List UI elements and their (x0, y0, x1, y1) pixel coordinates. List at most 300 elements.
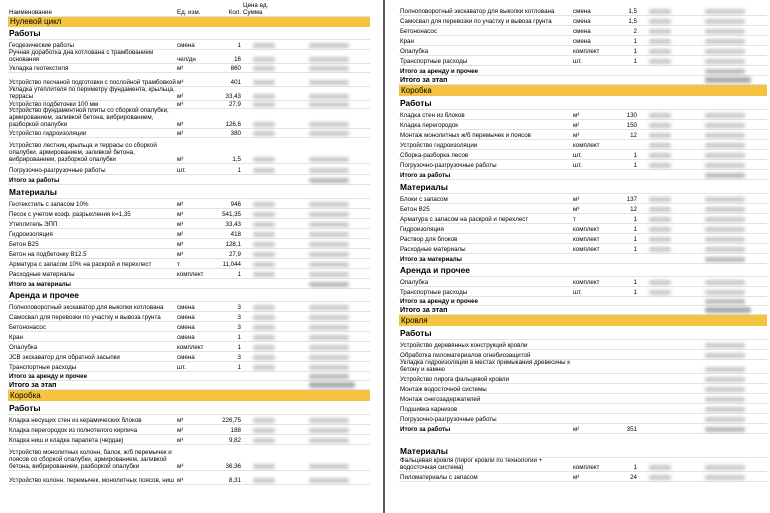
row-sum-redacted (683, 112, 767, 119)
group-title: Материалы (9, 187, 57, 197)
table-row (399, 110, 767, 120)
row-unit: м² (573, 122, 580, 129)
row-unit: м² (177, 130, 184, 137)
row-unit: м³ (573, 196, 580, 203)
row-sum-redacted (683, 352, 767, 359)
table-row (399, 160, 767, 170)
table-row (8, 73, 370, 87)
row-sum-redacted (287, 427, 370, 434)
row-unit: т (177, 261, 180, 268)
table-row (399, 277, 767, 287)
table-row (8, 352, 370, 362)
table-row (8, 435, 370, 445)
row-sum-redacted (683, 464, 767, 471)
row-sum-redacted (287, 463, 370, 470)
row-name: Устройство деревянных конструкций кровли (400, 342, 528, 349)
table-row (399, 458, 767, 472)
group-row (399, 96, 767, 110)
row-sum-redacted (683, 216, 767, 223)
row-name: Итого за материалы (400, 256, 462, 263)
row-qty: 1 (633, 226, 637, 233)
row-price-redacted (639, 236, 683, 243)
row-name: Укладка геотекстиля (9, 65, 69, 72)
page-divider (373, 0, 397, 513)
row-qty: 33,43 (225, 93, 241, 100)
row-name: Опалубка (400, 48, 429, 55)
group-row (8, 401, 370, 415)
row-qty: 27,9 (228, 251, 241, 258)
stage-row (399, 306, 767, 315)
row-name: Устройство песчаной подготовки с послойной трамбовкой (9, 79, 176, 86)
row-sum-redacted (287, 42, 370, 49)
header-unit: Ед. изм. (177, 9, 201, 16)
row-sum-redacted (287, 324, 370, 331)
row-unit: шт. (573, 152, 582, 159)
row-qty: 1,5 (628, 18, 637, 25)
row-sum-redacted (683, 122, 767, 129)
row-name: Монтаж монолитных ж/б перемычек и поясов (400, 132, 531, 139)
estimate-table-left (8, 2, 370, 485)
row-sum-redacted (683, 474, 767, 481)
row-price-redacted (243, 101, 287, 108)
row-unit: шт. (573, 289, 582, 296)
header-name: Наименование (9, 9, 52, 16)
row-sum-redacted (683, 196, 767, 203)
row-sum-redacted (683, 58, 767, 65)
row-price-redacted (243, 354, 287, 361)
row-unit: комплект (573, 246, 600, 253)
row-name: Устройство пирога фальцевой кровли (400, 376, 509, 383)
row-unit: м³ (177, 156, 184, 163)
row-qty: 12 (630, 132, 637, 139)
row-price-redacted (639, 152, 683, 159)
row-sum-redacted (287, 201, 370, 208)
row-unit: м³ (573, 132, 580, 139)
row-name: Итого за работы (400, 426, 451, 433)
row-sum-redacted (683, 132, 767, 139)
row-name: Подшивка карнизов (400, 406, 458, 413)
row-qty: 33,43 (225, 221, 241, 228)
row-unit: м³ (177, 251, 184, 258)
row-unit: м³ (177, 241, 184, 248)
table-row (8, 362, 370, 372)
row-price-redacted (243, 463, 287, 470)
row-price-redacted (639, 38, 683, 45)
table-row (399, 244, 767, 254)
row-unit: смена (573, 38, 591, 45)
table-row (8, 302, 370, 312)
row-name: Гидроизоляция (400, 226, 444, 233)
row-unit: м³ (177, 463, 184, 470)
row-name: Устройство гидроизоляции (9, 130, 87, 137)
section-row (399, 85, 767, 96)
row-unit: м³ (177, 79, 184, 86)
stage-row (8, 381, 370, 390)
row-name: Монтаж водосточной системы (400, 386, 487, 393)
row-unit: т (573, 216, 576, 223)
table-row (399, 224, 767, 234)
table-row (399, 287, 767, 297)
row-unit: м² (573, 426, 580, 433)
row-sum-redacted (683, 342, 767, 349)
row-qty: 418 (230, 231, 241, 238)
total-row (8, 279, 370, 289)
row-qty: 1,5 (628, 8, 637, 15)
row-qty: 3 (237, 324, 241, 331)
row-sum-redacted (287, 231, 370, 238)
blank-row (399, 434, 767, 444)
row-sum-redacted (683, 8, 767, 15)
row-name: Гидроизоляция (9, 231, 53, 238)
table-row (399, 6, 767, 16)
row-sum-redacted (683, 68, 767, 75)
row-sum-redacted (683, 28, 767, 35)
group-row (8, 289, 370, 302)
row-name: Расходные материалы (400, 246, 466, 253)
row-sum-redacted (683, 75, 767, 84)
row-name: Итого за аренду и прочее (400, 68, 479, 75)
table-row (8, 138, 370, 164)
row-name: Укладка утеплителя по периметру фундамента, крыльца, террасы (9, 86, 175, 100)
row-sum-redacted (683, 366, 767, 373)
row-name: Транспортные расходы (9, 364, 77, 371)
row-price-redacted (639, 246, 683, 253)
row-qty: 401 (230, 79, 241, 86)
table-row (399, 360, 767, 374)
row-price-redacted (639, 216, 683, 223)
row-price-redacted (243, 79, 287, 86)
row-name: Погрузочно-разгрузочные работы (400, 416, 497, 423)
row-sum-redacted (683, 305, 767, 314)
row-sum-redacted (287, 56, 370, 63)
row-name: Обработка пиломатериалов огнебиозащитой (400, 352, 531, 359)
row-unit: м³ (177, 121, 184, 128)
row-qty: 226,75 (222, 417, 241, 424)
row-sum-redacted (683, 426, 767, 433)
total-row (399, 254, 767, 264)
row-name: Геодезические работы (9, 42, 74, 49)
row-sum-redacted (287, 364, 370, 371)
table-row (399, 150, 767, 160)
row-name: Самосвал для перевозки по участку и вывоза грунта (400, 18, 552, 25)
row-name: Кладка несущих стен из керамических блоков (9, 417, 142, 424)
row-sum-redacted (683, 376, 767, 383)
row-qty: 380 (230, 130, 241, 137)
row-unit: м² (177, 93, 184, 100)
row-name: Полноповоротный экскаватор для выкопки котлована (400, 8, 555, 15)
row-price-redacted (243, 231, 287, 238)
row-name: Арматура с запасом 10% на раскрой и перехлест (9, 261, 152, 268)
row-price-redacted (243, 156, 287, 163)
row-unit: комплект (573, 279, 600, 286)
table-row (8, 425, 370, 435)
row-unit: комплект (177, 271, 204, 278)
row-price-redacted (639, 58, 683, 65)
row-name: Устройство подбетонки 100 мм (9, 101, 99, 108)
section-title: Коробка (10, 391, 41, 400)
row-sum-redacted (683, 386, 767, 393)
row-sum-redacted (287, 221, 370, 228)
row-unit: смена (177, 304, 195, 311)
row-price-redacted (639, 196, 683, 203)
row-qty: 130 (626, 112, 637, 119)
row-price-redacted (243, 477, 287, 484)
group-title: Работы (400, 98, 432, 108)
group-title: Материалы (400, 446, 448, 456)
row-qty: 1 (633, 289, 637, 296)
row-sum-redacted (287, 101, 370, 108)
row-sum-redacted (683, 48, 767, 55)
row-name: Итого за работы (9, 177, 60, 184)
row-sum-redacted (683, 406, 767, 413)
total-row (399, 170, 767, 180)
row-sum-redacted (683, 396, 767, 403)
row-qty: 9,82 (228, 437, 241, 444)
table-row (399, 120, 767, 130)
row-price-redacted (243, 201, 287, 208)
row-name: Итого за этап (400, 305, 448, 314)
row-qty: 541,35 (222, 211, 241, 218)
table-row (8, 50, 370, 64)
table-row (8, 219, 370, 229)
table-row (8, 269, 370, 279)
row-qty: 12 (630, 206, 637, 213)
table-row (8, 332, 370, 342)
group-title: Работы (9, 403, 41, 413)
row-price-redacted (639, 8, 683, 15)
row-sum-redacted (683, 162, 767, 169)
row-unit: комплект (573, 236, 600, 243)
row-name: Устройство гидроизоляции (400, 142, 478, 149)
group-row (8, 185, 370, 199)
row-name: Устройство фундаментной плиты со сборкой опалубки, армированием, заливкой бетона, вибрированием, разборкой опалубки (9, 107, 169, 128)
row-qty: 1 (633, 464, 637, 471)
row-name: Устройство монолитных колонн, балок, ж/б перемычек и поясов со сборкой опалубки, армированием, заливкой бетона, вибрированием, разборкой опалубки (9, 449, 172, 470)
table-row (399, 194, 767, 204)
table-row (399, 414, 767, 424)
row-unit: шт. (177, 364, 186, 371)
row-sum-redacted (287, 251, 370, 258)
row-qty: 16 (234, 56, 241, 63)
row-sum-redacted (287, 344, 370, 351)
group-title: Аренда и прочее (9, 290, 79, 300)
row-qty: 1 (237, 271, 241, 278)
row-sum-redacted (287, 314, 370, 321)
row-unit: м² (177, 65, 184, 72)
table-row (8, 259, 370, 269)
row-sum-redacted (287, 373, 370, 380)
table-row (399, 26, 767, 36)
row-unit: шт. (573, 58, 582, 65)
row-qty: 1 (633, 48, 637, 55)
row-name: Кладка стен из блоков (400, 112, 465, 119)
row-name: Кладка перегородок из полнотелого кирпича (9, 427, 138, 434)
table-row (8, 199, 370, 209)
section-row (399, 315, 767, 326)
row-sum-redacted (683, 289, 767, 296)
table-row (399, 234, 767, 244)
row-sum-redacted (683, 246, 767, 253)
row-qty: 1 (633, 162, 637, 169)
row-sum-redacted (683, 152, 767, 159)
row-sum-redacted (287, 334, 370, 341)
row-qty: 1 (633, 246, 637, 253)
row-sum-redacted (683, 416, 767, 423)
row-unit: комплект (573, 464, 600, 471)
table-row (8, 164, 370, 175)
row-qty: 1 (237, 334, 241, 341)
row-sum-redacted (287, 121, 370, 128)
row-unit: м³ (573, 112, 580, 119)
row-qty: 1 (237, 344, 241, 351)
row-sum-redacted (287, 211, 370, 218)
row-qty: 1 (237, 167, 241, 174)
row-price-redacted (639, 132, 683, 139)
row-qty: 3 (237, 354, 241, 361)
section-title: Нулевой цикл (10, 17, 62, 26)
row-sum-redacted (683, 298, 767, 305)
row-unit: смена (177, 314, 195, 321)
row-price-redacted (243, 42, 287, 49)
row-name: Итого за аренду и прочее (400, 298, 479, 305)
row-qty: 24 (630, 474, 637, 481)
row-qty: 128,1 (225, 241, 241, 248)
table-row (399, 36, 767, 46)
row-name: Бетон на подбетонку В12.5 (9, 251, 87, 258)
table-row (8, 129, 370, 138)
row-name: Кладка перегородок (400, 122, 459, 129)
row-sum-redacted (287, 93, 370, 100)
row-qty: 1 (633, 58, 637, 65)
group-row (399, 180, 767, 194)
row-name: Укладка гидроизоляции в местах примыкания древесины к бетону и камню (400, 359, 570, 373)
row-qty: 150 (626, 122, 637, 129)
row-name: Итого за аренду и прочее (9, 373, 88, 380)
row-sum-redacted (287, 156, 370, 163)
row-name: Сборка-разборка лесов (400, 152, 469, 159)
row-name: Кран (400, 38, 414, 45)
row-name: Бетон В25 (9, 241, 39, 248)
row-name: Итого за этап (400, 75, 448, 84)
table-row (8, 445, 370, 471)
group-row (399, 326, 767, 340)
row-qty: 1 (633, 38, 637, 45)
row-qty: 36,36 (225, 463, 241, 470)
row-name: Опалубка (9, 344, 38, 351)
table-row (399, 340, 767, 350)
row-sum-redacted (683, 18, 767, 25)
row-sum-redacted (287, 241, 370, 248)
table-row (8, 471, 370, 485)
row-sum-redacted (287, 281, 370, 288)
row-unit: м² (177, 427, 184, 434)
row-unit: шт. (177, 167, 186, 174)
row-price-redacted (243, 271, 287, 278)
row-price-redacted (639, 112, 683, 119)
row-name: Бетон В25 (400, 206, 430, 213)
row-price-redacted (639, 122, 683, 129)
table-row (399, 140, 767, 150)
group-title: Работы (400, 328, 432, 338)
row-sum-redacted (287, 477, 370, 484)
row-price-redacted (243, 324, 287, 331)
row-unit: смена (177, 324, 195, 331)
table-row (8, 229, 370, 239)
row-price-redacted (243, 437, 287, 444)
estimate-page-left (0, 0, 373, 513)
row-price-redacted (243, 427, 287, 434)
row-sum-redacted (683, 206, 767, 213)
row-name: Опалубка (400, 279, 429, 286)
row-price-redacted (243, 121, 287, 128)
row-name: Самосвал для перевозки по участку и вывоза грунта (9, 314, 161, 321)
table-row (8, 415, 370, 425)
table-row (399, 404, 767, 414)
row-unit: м³ (573, 206, 580, 213)
row-qty: 126,6 (225, 121, 241, 128)
row-unit: шт. (573, 162, 582, 169)
header-qty: Кол. (228, 9, 241, 16)
row-price-redacted (639, 474, 683, 481)
row-name: Расходные материалы (9, 271, 75, 278)
row-unit: комплект (573, 48, 600, 55)
row-qty: 3 (237, 314, 241, 321)
row-qty: 1 (237, 42, 241, 49)
row-name: Блоки с запасом (400, 196, 448, 203)
section-row (8, 390, 370, 401)
table-row (399, 214, 767, 224)
row-name: Погрузочно-разгрузочные работы (9, 167, 106, 174)
row-name: Ручная доработка дна котлована с трамбованием основания (9, 49, 154, 63)
stage-row (399, 76, 767, 85)
row-sum-redacted (683, 279, 767, 286)
row-price-redacted (243, 304, 287, 311)
row-price-redacted (243, 241, 287, 248)
section-title: Коробка (401, 86, 432, 95)
table-row (8, 109, 370, 129)
table-row (399, 394, 767, 404)
row-name: Устройство колонн, перемычек, монолитных поясов, ниш (9, 477, 175, 484)
row-qty: 1 (237, 364, 241, 371)
row-sum-redacted (683, 236, 767, 243)
row-qty: 1,5 (232, 156, 241, 163)
total-row (8, 175, 370, 185)
row-unit: м³ (177, 437, 184, 444)
row-qty: 946 (230, 201, 241, 208)
row-name: Полноповоротный экскаватор для выкопки котлована (9, 304, 164, 311)
row-qty: 1 (633, 236, 637, 243)
row-qty: 137 (626, 196, 637, 203)
row-sum-redacted (683, 172, 767, 179)
row-sum-redacted (287, 167, 370, 174)
row-name: Кладка ниш и кладка парапета (чердак) (9, 437, 124, 444)
row-price-redacted (243, 344, 287, 351)
table-row (399, 130, 767, 140)
table-row (8, 342, 370, 352)
group-row (399, 264, 767, 277)
table-row (399, 472, 767, 482)
row-price-redacted (243, 167, 287, 174)
table-row (399, 374, 767, 384)
row-price-redacted (639, 279, 683, 286)
row-name: Монтаж снегозадержателей (400, 396, 481, 403)
row-name: Транспортные расходы (400, 58, 468, 65)
row-unit: смена (177, 334, 195, 341)
table-row (399, 46, 767, 56)
row-qty: 188 (230, 427, 241, 434)
row-unit: м³ (177, 211, 184, 218)
row-qty: 1 (633, 279, 637, 286)
